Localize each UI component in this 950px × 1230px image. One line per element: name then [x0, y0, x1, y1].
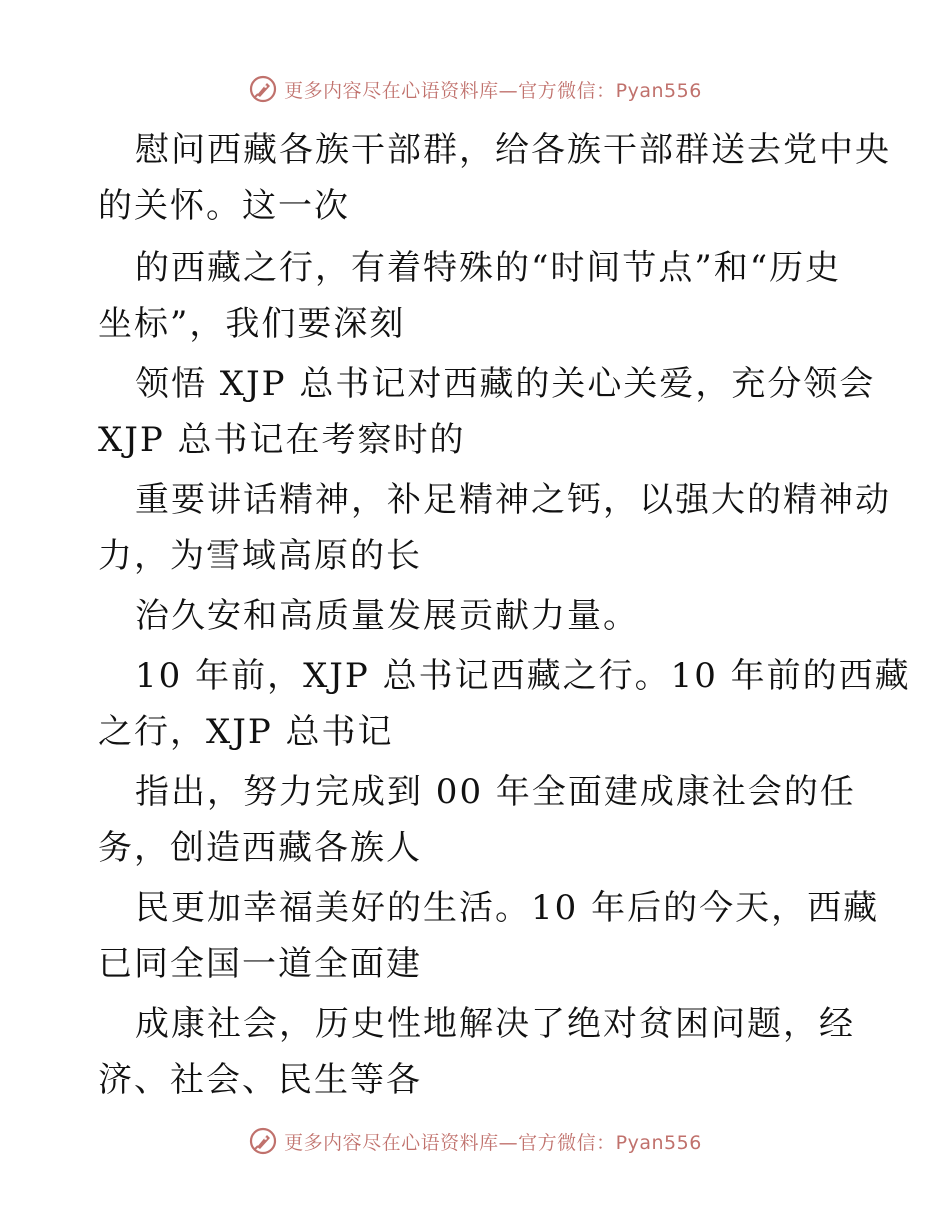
text-line: 的关怀。这一次 [98, 186, 350, 226]
text-line: 济、社会、民生等各 [98, 1060, 422, 1100]
text-line: 重要讲话精神，补足精神之钙，以强大的精神动 [135, 480, 891, 520]
watermark-text: 更多内容尽在心语资料库—官方微信：Pyan556 [284, 1131, 702, 1154]
text-line: 已同全国一道全面建 [98, 944, 422, 984]
pen-nib-circle-icon [248, 1126, 278, 1156]
text-line: 坐标”，我们要深刻 [98, 304, 406, 344]
pen-nib-circle-icon [248, 74, 278, 104]
text-line: 的西藏之行，有着特殊的“时间节点”和“历史 [135, 248, 842, 288]
header-watermark [0, 72, 950, 106]
text-line: 成康社会，历史性地解决了绝对贫困问题，经 [135, 1004, 855, 1044]
text-line: 慰问西藏各族干部群，给各族干部群送去党中央 [135, 130, 891, 170]
text-line: XJP 总书记在考察时的 [98, 420, 466, 460]
text-line: 之行，XJP 总书记 [98, 712, 394, 752]
text-line: 力，为雪域高原的长 [98, 536, 422, 576]
text-line: 务，创造西藏各族人 [98, 828, 422, 868]
text-line: 民更加幸福美好的生活。10 年后的今天，西藏 [135, 888, 880, 928]
text-line: 治久安和高质量发展贡献力量。 [135, 596, 639, 636]
watermark-text: 更多内容尽在心语资料库—官方微信：Pyan556 [284, 79, 702, 102]
text-line: 指出，努力完成到 00 年全面建成康社会的任 [135, 772, 856, 812]
text-line: 10 年前，XJP 总书记西藏之行。10 年前的西藏 [135, 656, 911, 696]
footer-watermark [0, 1124, 950, 1158]
text-line: 领悟 XJP 总书记对西藏的关心关爱，充分领会 [135, 364, 876, 404]
